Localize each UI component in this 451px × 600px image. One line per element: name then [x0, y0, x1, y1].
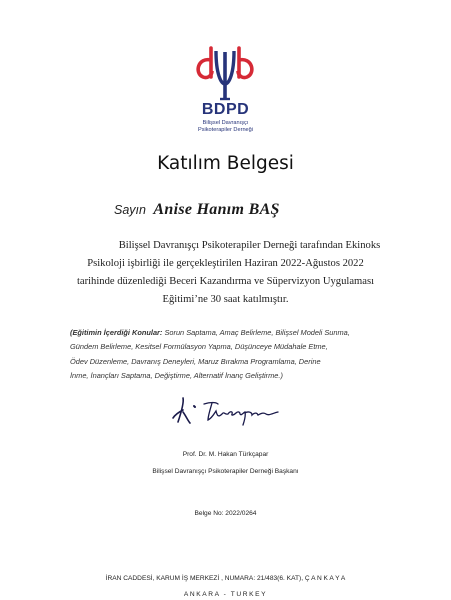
salutation-word: Sayın	[114, 203, 146, 217]
association-logo-icon	[191, 44, 259, 102]
body-line: Eğitimi’ne 30 saat katılmıştır.	[162, 294, 289, 305]
certificate-title: Katılım Belgesi	[157, 153, 294, 174]
topics-line: Gündem Belirleme, Kesitsel Formülasyon Yapma, Düşünceye Müdahale Etme,	[70, 342, 328, 352]
topics-line: Ödev Düzenleme, Davranış Deneyleri, Maruz Bırakma Programlama, Derine	[70, 356, 321, 366]
logo-title: BDPD	[201, 101, 250, 118]
body-line: tarihinde düzenlediği Beceri Kazandırma ve Süpervizyon Uygulaması	[76, 276, 375, 287]
body-line: Bilişsel Davranışçı Psikoterapiler Derneği tarafından Ekinoks	[118, 240, 381, 251]
topics-line: İnme, İnançları Saptama, Değiştirme, Alternatif İnanç Geliştirme.)	[70, 370, 283, 380]
recipient-name: Anise Hanım BAŞ	[153, 201, 280, 218]
topics-line: Sorun Saptama, Amaç Belirleme, Bilişsel Modeli Sunma,	[162, 328, 350, 337]
logo-subtitle-line-2: Psikoterapiler Derneği	[197, 127, 254, 133]
signatory-role: Bilişsel Davranışçı Psikoterapiler Derneği Başkanı	[152, 468, 299, 475]
body-line: Psikoloji işbirliği ile gerçekleştirilen Haziran 2022-Ağustos 2022	[87, 258, 364, 269]
handwritten-signature	[170, 396, 282, 428]
document-number: Belge No: 2022/0264	[194, 510, 257, 517]
footer-address: İRAN CADDESİ, KARUM İŞ MERKEZİ , NUMARA: 21/483(6. KAT), Ç A N K A Y A	[105, 575, 346, 582]
salutation-line	[114, 201, 280, 219]
signatory-name: Prof. Dr. M. Hakan Türkçapar	[182, 451, 269, 458]
footer-city: ANKARA - TURKEY	[183, 591, 268, 598]
logo-subtitle-line-1: Bilişsel Davranışçı	[202, 120, 249, 126]
training-topics	[70, 326, 400, 383]
topics-lead: (Eğitimin İçerdiği Konular:	[70, 328, 163, 337]
